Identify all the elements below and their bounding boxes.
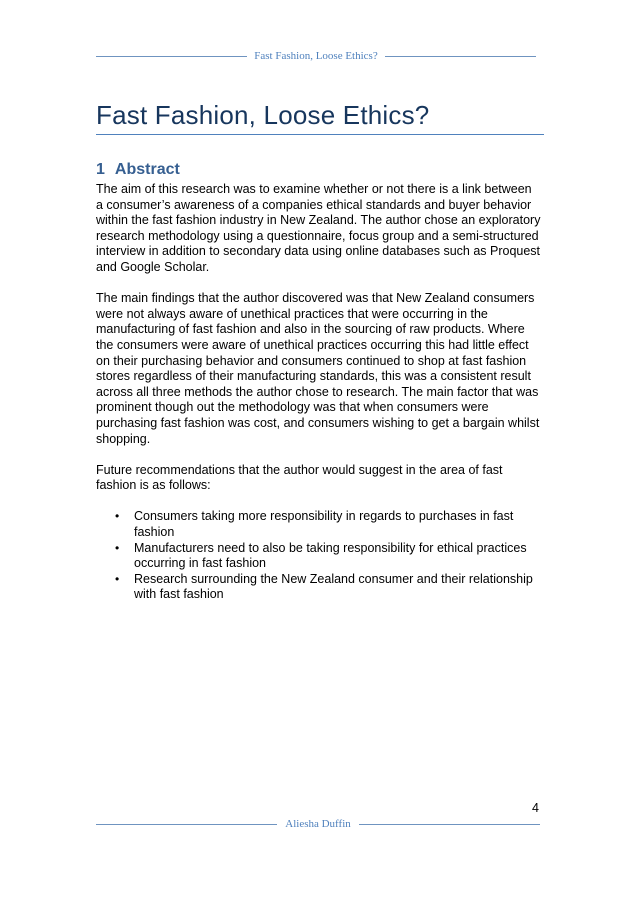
- bullet-icon: •: [115, 571, 120, 586]
- title-underline: [96, 134, 544, 135]
- footer-rule-left: [96, 824, 277, 825]
- header-title: Fast Fashion, Loose Ethics?: [254, 50, 378, 62]
- page-footer: [96, 814, 540, 834]
- header-rule-right: [385, 56, 536, 57]
- section-title: Abstract: [114, 161, 180, 178]
- document-title: Fast Fashion, Loose Ethics?: [96, 100, 430, 130]
- bullet-icon: •: [115, 540, 120, 555]
- header-rule-left: [96, 56, 247, 57]
- list-item-text: Manufacturers need to also be taking responsibility for ethical practices occurring in fast fashion: [134, 540, 527, 571]
- footer-author: Aliesha Duffin: [285, 818, 351, 830]
- abstract-body: [96, 182, 542, 603]
- list-item: [96, 509, 542, 540]
- list-item: [96, 541, 542, 572]
- paragraph-aim: The aim of this research was to examine whether or not there is a link between a consumer’s awareness of a companies ethical standards and buyer behavior within the fast fashion industry in New Zealand. The author chose an exploratory research methodology using a questionnaire, focus group and a semi-structured interview in addition to secondary data using online databases such as Proquest and Google Scholar.: [96, 182, 541, 274]
- paragraph-findings: The main findings that the author discovered was that New Zealand consumers were not always aware of unethical practices that were occurring in the manufacturing of fast fashion and also in the sourcing of raw products. Where the consumers were aware of unethical practices occurring this had little effect on their purchasing behavior and consumers continued to shop at fast fashion stores regardless of their manufacturing standards, this was a consistent result across all three methods the author chose to research. The main factor that was prominent though out the methodology was that when consumers were purchasing fast fashion was cost, and consumers wishing to get a bargain whilst shopping.: [96, 291, 540, 446]
- page-header: [96, 46, 536, 66]
- section-heading: [96, 161, 180, 179]
- list-item-text: Research surrounding the New Zealand consumer and their relationship with fast fashion: [134, 571, 533, 602]
- footer-rule-right: [359, 824, 540, 825]
- recommendation-list: [96, 509, 542, 603]
- bullet-icon: •: [115, 509, 120, 524]
- paragraph-recommendations: Future recommendations that the author would suggest in the area of fast fashion is as follows:: [96, 462, 503, 493]
- list-item: [96, 572, 542, 603]
- page-number: 4: [532, 801, 539, 815]
- section-number: 1: [96, 161, 105, 178]
- list-item-text: Consumers taking more responsibility in regards to purchases in fast fashion: [134, 509, 514, 540]
